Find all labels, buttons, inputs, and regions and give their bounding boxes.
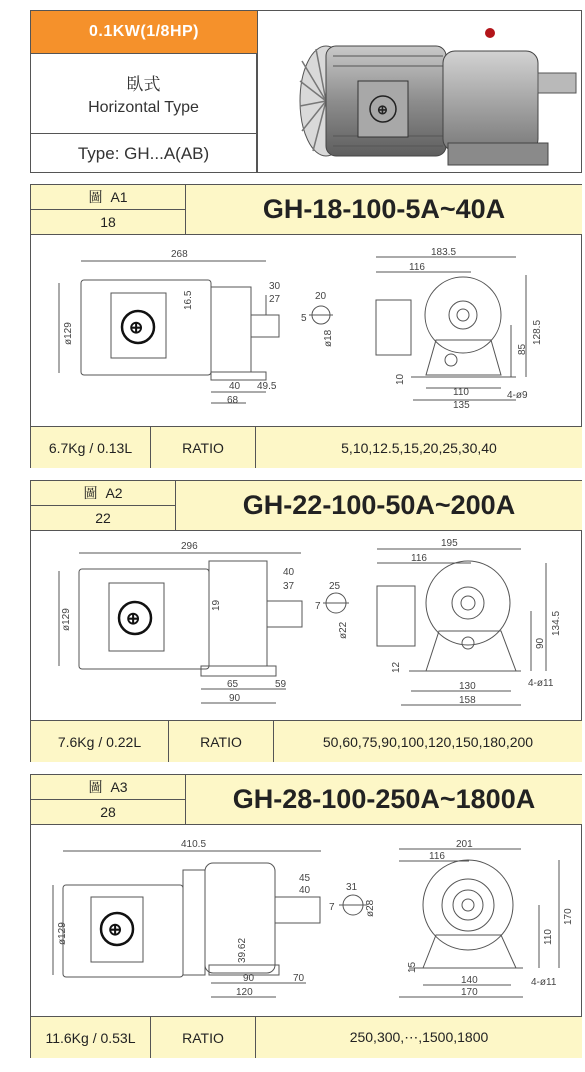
dim-label: 4-ø11: [528, 678, 554, 689]
dim-label: 120: [236, 987, 253, 998]
dim-label: ø28: [365, 899, 376, 917]
ratio-label: RATIO: [151, 1016, 256, 1058]
svg-text:⊕: ⊕: [129, 318, 144, 337]
ratio-values: 250,300,⋯,1500,1800: [256, 1016, 582, 1058]
dim-label: 90: [243, 973, 255, 984]
dim-label: 170: [461, 987, 478, 998]
dim-label: 40: [283, 567, 295, 578]
dim-label: 4-ø9: [507, 390, 528, 401]
model-section-a3: [30, 774, 582, 1058]
dim-label: 85: [517, 343, 528, 355]
dim-label: 15: [407, 961, 418, 973]
dim-label: 183.5: [431, 247, 457, 258]
dim-label: 59: [275, 679, 287, 690]
dim-label: 116: [429, 851, 445, 862]
figure-label: 圖 A3: [31, 775, 186, 800]
svg-text:⊕: ⊕: [108, 920, 123, 939]
dimension-drawing: [31, 531, 582, 720]
dim-label: 268: [171, 249, 188, 260]
dim-label: ø22: [338, 621, 349, 639]
dim-label: 116: [411, 553, 427, 564]
dim-label: 130: [459, 681, 476, 692]
dim-label: 7: [315, 601, 321, 612]
dim-label: 195: [441, 538, 458, 549]
dim-label: 20: [315, 291, 327, 302]
dim-label: 39.62: [237, 937, 248, 963]
svg-text:⊕: ⊕: [126, 609, 141, 628]
dim-label: 110: [543, 929, 554, 945]
dim-label: 45: [299, 873, 311, 884]
dim-label: 90: [535, 637, 546, 649]
dim-label: 10: [395, 373, 406, 385]
model-size: 22: [31, 506, 176, 531]
dim-label: 19: [211, 599, 222, 611]
header-block: [30, 10, 582, 173]
figure-icon: 圖: [88, 779, 103, 795]
dim-label: ø129: [63, 322, 74, 345]
dim-label: 70: [293, 973, 305, 984]
dimension-drawing: [31, 235, 582, 426]
logo-icon: [119, 602, 151, 634]
model-section-a1: [30, 184, 582, 468]
dim-label: 170: [563, 908, 574, 925]
model-title: GH-18-100-5A~40A: [186, 185, 582, 235]
dim-label: 135: [453, 400, 470, 411]
dim-label: 31: [346, 882, 358, 893]
dim-label: 4-ø11: [531, 977, 557, 988]
dim-label: 65: [227, 679, 239, 690]
dim-label: 110: [453, 387, 469, 398]
orientation-cell: [31, 53, 257, 133]
model-section-a2: [30, 480, 582, 762]
dim-label: 90: [229, 693, 241, 704]
model-size: 18: [31, 210, 186, 235]
figure-label: 圖 A2: [31, 481, 176, 506]
figure-icon: 圖: [88, 189, 103, 205]
model-size: 28: [31, 800, 186, 825]
weight-cell: 7.6Kg / 0.22L: [31, 720, 169, 762]
logo-icon: [122, 311, 154, 343]
type-label: Type: GH...A(AB): [31, 133, 257, 173]
ratio-values: 50,60,75,90,100,120,150,180,200: [274, 720, 582, 762]
dim-label: 116: [409, 262, 425, 273]
dim-label: 30: [269, 281, 281, 292]
model-title: GH-22-100-50A~200A: [176, 481, 582, 531]
figure-label: 圖 A1: [31, 185, 186, 210]
dim-label: 410.5: [181, 839, 207, 850]
svg-text:⊕: ⊕: [377, 102, 388, 117]
ratio-label: RATIO: [169, 720, 274, 762]
dim-label: 27: [269, 294, 281, 305]
dim-label: ø129: [61, 608, 72, 631]
dim-label: 140: [461, 975, 478, 986]
logo-icon: [101, 913, 133, 945]
orientation-en: Horizontal Type: [88, 99, 199, 116]
dim-label: 40: [229, 381, 241, 392]
dim-label: 296: [181, 541, 198, 552]
dim-label: 201: [456, 839, 473, 850]
dim-label: 12: [391, 661, 402, 673]
dim-label: ø129: [57, 922, 68, 945]
dim-label: 7: [329, 902, 335, 913]
dim-label: 40: [299, 885, 311, 896]
dim-label: 158: [459, 695, 476, 706]
weight-cell: 11.6Kg / 0.53L: [31, 1016, 151, 1058]
dim-label: 37: [283, 581, 295, 592]
dim-label: 128.5: [532, 319, 543, 345]
model-title: GH-28-100-250A~1800A: [186, 775, 582, 825]
motor-illustration: [257, 11, 582, 173]
dim-label: 25: [329, 581, 341, 592]
dim-label: 134.5: [551, 610, 562, 636]
dim-label: 16.5: [183, 290, 194, 310]
dim-label: 49.5: [257, 381, 277, 392]
power-rating: 0.1KW(1/8HP): [31, 11, 257, 53]
weight-cell: 6.7Kg / 0.13L: [31, 426, 151, 468]
dim-label: 5: [301, 313, 307, 324]
ratio-label: RATIO: [151, 426, 256, 468]
orientation-cn: 臥式: [126, 75, 161, 95]
figure-icon: 圖: [83, 485, 98, 501]
dimension-drawing: [31, 825, 582, 1016]
ratio-values: 5,10,12.5,15,20,25,30,40: [256, 426, 582, 468]
dim-label: ø18: [323, 329, 334, 347]
dim-label: 68: [227, 395, 239, 406]
